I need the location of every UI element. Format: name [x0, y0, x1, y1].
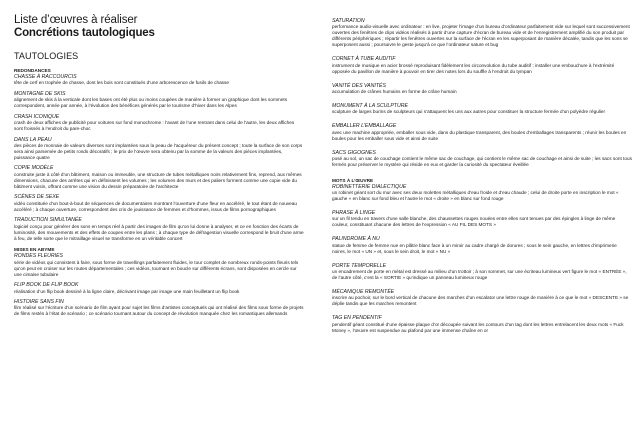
list-item: [14, 165, 304, 189]
list-item: [332, 289, 632, 307]
entry-title: DANS LA PEAU: [14, 136, 52, 143]
entry-title: SCÈNES DE SEXE: [14, 194, 60, 201]
entry-description: inscrire au pochoir, sur le bord vertical de chacune des marches d’un escalator une lettre rouge de manière à ce que le mot « DESCENTE » se déplie tandis que les marches remontent: [332, 295, 629, 307]
list-item: [14, 253, 304, 277]
section-heading: TAUTOLOGIES: [14, 51, 79, 61]
entry-title: CHASSE À RACCOURCIS: [14, 73, 77, 80]
entry-title: VANITÉ DES VANITÉS: [332, 82, 386, 89]
entry-description: un robinet géant sort du mur avec ses deux molettes métalliques d’eau froide et d’eau chaude ; celui de droite porte en inscription le mot « gauche » en blanc sur fond bleu et l’autre le mot « droite » en blanc sur fond rouge: [332, 190, 619, 202]
entry-title: SATURATION: [332, 18, 365, 24]
entry-title: CORNET À TUBE AUDITIF: [332, 56, 396, 63]
list-item: [332, 210, 632, 228]
entry-description: logiciel conçu pour générer des sons en temps réel à partir des images de film qu’on lui donne à analyser, et ce en fonction des écarts de luminosité, des mouvements et des effets de coupes entre les plans ; à chaque type de défragestion visuelle correspond le bruit d’une arme à feu, de telle sorte que le mitraillage visuel se transforme en un véritable concert: [14, 223, 304, 241]
entry-description: alignement de skis à la verticale dont les bases ont été plus ou moins coupées de manière à former un graphique dont les sommets correspondent, année par année, à l’évolution des bénéfices générés par le tourisme d’hiver dans les Alpes: [14, 97, 288, 109]
list-item: [14, 299, 304, 317]
list-item: [14, 282, 304, 294]
entry-title: FLIP BOOK DE FLIP BOOK: [14, 282, 79, 289]
entry-description: vidéo constituée d’un bout-à-bout de séquences de documentaires montrant l’ouverture d’une fleur en accéléré, le tout étant de nouveau accéléré ; à chaque ouverture, correspondent des cris de jouissance de femmes et d’hommes, issus de films pornographiques: [14, 200, 297, 212]
entry-description: performance audio-visuelle avec ordinateur : en live, projeter l’image d’un bureau d’ordinateur parfaitement vide sur lequel sont successivement ouvertes des fenêtres de clips vidéos réalisés à partir d’une capture d’écran de bureau vide et de l’enregistrement amplifié du son produit par différents périphériques ; répartir les fenêtres ouvertes sur la surface de l’écran en les superposant de manière décalée, tandis que les sons se superposent aussi ; poursuivre le geste jusqu’à ce que l’ordinateur sature et bug: [332, 24, 630, 48]
list-item: [332, 150, 632, 168]
list-item: [332, 56, 632, 74]
entry-title: MONTAGNE DE SKIS: [14, 90, 66, 97]
list-item: [332, 184, 632, 202]
left-groups: [14, 68, 304, 317]
entry-title: CRASH ICONIQUE: [14, 113, 60, 120]
list-item: [332, 263, 632, 281]
list-item: [332, 103, 632, 115]
left-column: [14, 14, 304, 317]
list-item: [332, 18, 632, 48]
entry-description: sur un fil tendu en travers d’une salle blanche, des chaussettes rouges nouées entre elles sont tenues par des épingles à linge de même couleur, constituant chacune des lettres de l’expression « AU FIL DES MOTS »: [332, 216, 616, 228]
entry-description: un encadrement de porte en métal est dressé au milieu d’un trottoir ; à son sommet, sur une écriteau lumineux vert figure le mot « ENTRÉE », de l’autre côté, c’est la « SORTIE » qu’indique un panneau lumineux rouge: [332, 269, 627, 280]
entry-description: série de vidéos qui consistent à faire, sous forme de travellings parfaitement fluides, le tour complet de nombreux ronds-points fleuris tels qu’on peut en croiser sur les routes départementales ; ces vidéos, tournant en boucle sur différents écrans, sont disposées en cercle sur une cimaise tubulaire: [14, 259, 299, 277]
right-entries-top: [332, 18, 632, 168]
entry-title: MÉCANIQUE REMONTÉE: [332, 288, 395, 295]
page-title: Liste d’œuvres à réaliser: [14, 14, 138, 26]
entry-title: PALINDROME À NU: [332, 236, 380, 243]
entry-description: film réalisé sur l’écriture d’un scénario de film ayant pour sujet les films d’artistes conceptuels qui ont réalisé des films sous forme de projets de films restés à l’état de scénario ; ce scénario tournant autour du concept de révolution manquée chez les romantiques allemands: [14, 305, 304, 317]
entry-title: HISTOIRE SANS FIN: [14, 299, 64, 306]
entry-description: posé au sol, un sac de couchage contient le même sac de couchage, qui contient le même sac de couchage et ainsi de suite ; les sacs sont tous fermés pour préserver le mystère qui réside en eux et garder la curiosité du spectateur éveillée: [332, 155, 632, 167]
list-item: [14, 74, 304, 86]
category-heading: MISES EN ABYME: [14, 247, 55, 253]
entry-description: pendentif géant constitué d’une épaisse plaque d’or découpée suivant les contours d’un tag dont les lettres entrelacent les deux mots « Fuck Money », l’œuvre est suspendue au plafond par une immense chaîne en or: [332, 321, 624, 333]
entry-description: statue de femme de femme nue en plâtre blanc face à un miroir au cadre chargé de dorures ; sous le sein gauche, en lettres d’imprimerie noires, le mot « UN » et, sous le sein droit, le mot « NU »: [332, 242, 617, 254]
list-item: [332, 315, 632, 333]
entry-description: des pièces de monnaie de valeurs diverses sont implantées sous la peau de l’acquéreur du présent concept ; toute la surface de son corps sera ainsi parsemée de petits ronds décoratifs ; le prix de l’œuvre sera obtenu par la somme de la valeurs des pièces implantées, puissance quatre: [14, 142, 303, 160]
entry-title: MONUMENT À LA SCULPTURE: [332, 102, 408, 109]
right-column: [332, 18, 632, 334]
entry-description: tête de cerf en trophée de chasse, dont les bois sont constitués d’une arborescence de fusils de chasse: [14, 80, 229, 86]
entry-description: crash de deux affiches de publicité pour voitures sur fond monochrome : l’avant de l’une rentrant dans celui de l’autre, les deux affiches sont froissés à l’endroit du pare-choc: [14, 120, 295, 132]
entry-description: réalisation d’un flip book dessiné à la ligne claire, décrivant image par image une main feuilletant un flip book: [14, 288, 240, 294]
right-entries-bottom: [332, 184, 632, 334]
list-item: [332, 123, 632, 141]
right-page: [320, 0, 640, 427]
entry-title: SACS GIGOGNES: [332, 149, 376, 156]
list-item: [332, 83, 632, 95]
entry-description: sculpture de larges burins de sculpteurs qui s’attaquent les uns aux autres pour constituer la structure fermée d’un polyèdre régulier: [332, 109, 606, 115]
entry-description: instrument de musique en acier brossé reproduisant fidèlement les circonvolution du tube auditif ; installer une embouchure à l’extrémité opposée du pavillon de manière à pouvoir en tirer des notes lors du souffle à l’endroit du tympan: [332, 62, 615, 74]
entry-title: RONDES FLEURIES: [14, 253, 64, 260]
entry-title: TAG EN PENDENTIF: [332, 315, 382, 322]
list-item: [14, 217, 304, 241]
page-subtitle: Concrétions tautologiques: [14, 27, 155, 39]
category-heading: MOTS À L’ŒUVRE: [332, 177, 374, 183]
entry-description: construite juste à côté d’un bâtiment, maison ou immeuble, une structure de tubes métalliques noirs relativement fins, reprend, aux mêmes dimensions, chacune des arrêtes qui en définissent les volumes ; les volumes des murs et des paliers forment comme une copie vide du bâtiment voisin, offrant comme une vision du dessin préparatoire de l’architecte: [14, 171, 302, 189]
entry-description: avec une machine appropriée, emballer sous vide, dans du plastique transparent, des boules d’emballages transparents ; réunir les boules en boules pour les emballer sous vide et ainsi de suite: [332, 129, 627, 141]
entry-description: accumulation de crânes humains en forme de crâne humain: [332, 88, 457, 94]
list-item: [14, 114, 304, 132]
category-heading: REDONDANCES: [14, 68, 51, 73]
list-item: [14, 91, 304, 109]
entry-title: EMBALLER L’EMBALLAGE: [332, 123, 397, 130]
list-item: [332, 236, 632, 254]
entry-title: TRADUCTION SIMULTANÉE: [14, 217, 82, 224]
list-item: [14, 137, 304, 161]
list-item: [14, 194, 304, 212]
entry-title: COPIE MODÈLE: [14, 165, 54, 172]
entry-title: ROBINETTERIE DIALECTIQUE: [332, 183, 407, 190]
entry-title: PHRASE À LINGE: [332, 209, 376, 216]
entry-title: PORTE TEMPORELLE: [332, 262, 387, 269]
